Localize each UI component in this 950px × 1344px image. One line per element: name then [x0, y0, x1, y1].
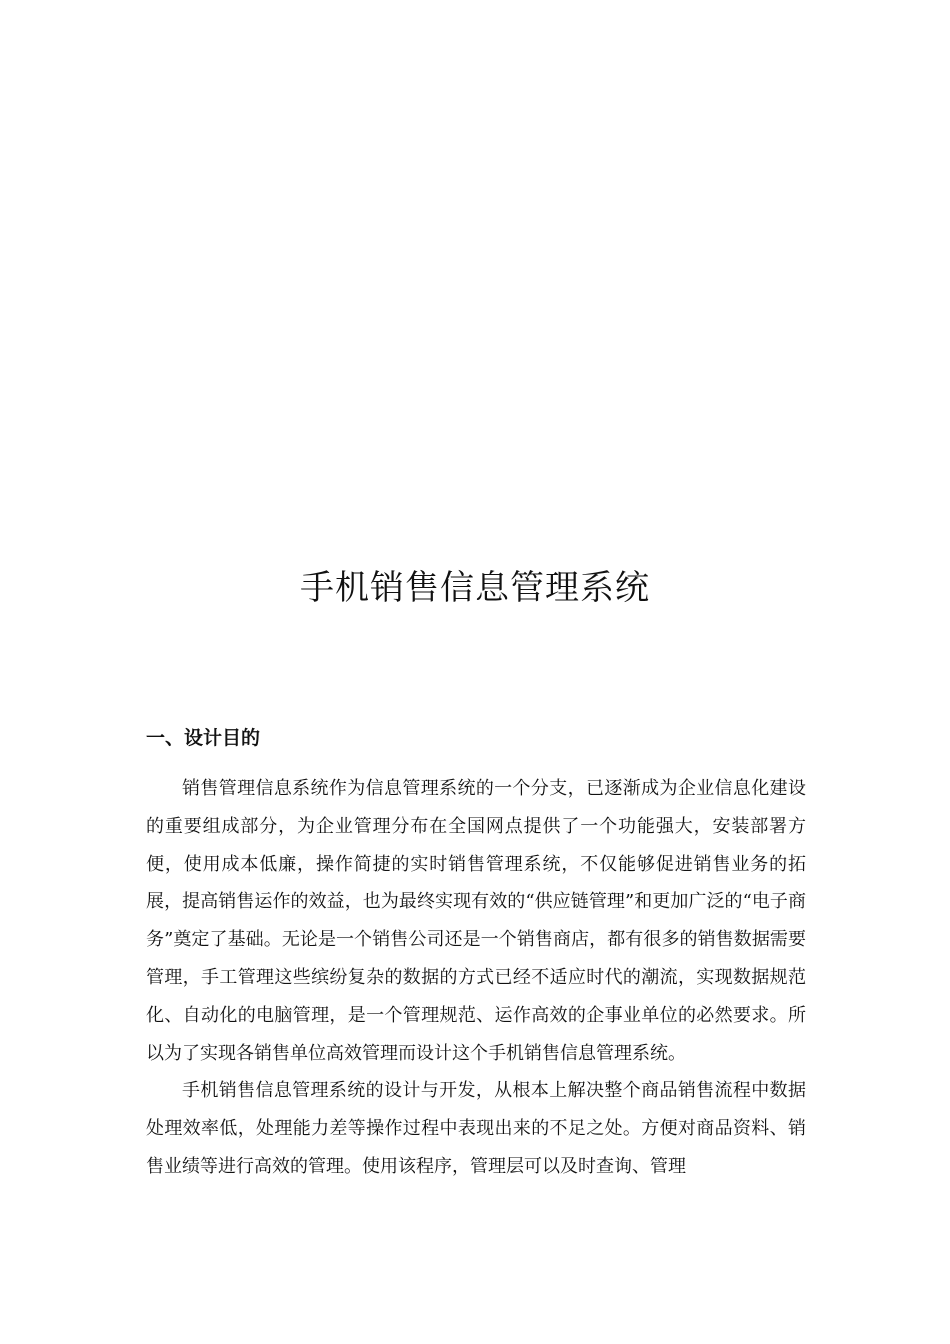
paragraph: 销售管理信息系统作为信息管理系统的一个分支，已逐渐成为企业信息化建设的重要组成部分，为企业管理分布在全国网点提供了一个功能强大，安装部署方便，使用成本低廉，操作简捷的实时销售管理系统，不仅能够促进销售业务的拓展，提高销售运作的效益，也为最终实现有效的“供应链管理”和更加广泛的“电子商务”奠定了基础。无论是一个销售公司还是一个销售商店，都有很多的销售数据需要管理，手工管理这些缤纷复杂的数据的方式已经不适应时代的潮流，实现数据规范化、自动化的电脑管理，是一个管理规范、运作高效的企事业单位的必然要求。所以为了实现各销售单位高效管理而设计这个手机销售信息管理系统。	[146, 778, 806, 1064]
document-title: 手机销售信息管理系统	[300, 568, 650, 608]
body-text	[146, 770, 806, 1186]
paragraph: 手机销售信息管理系统的设计与开发，从根本上解决整个商品销售流程中数据处理效率低，处理能力差等操作过程中表现出来的不足之处。方便对商品资料、销售业绩等进行高效的管理。使用该程序，管理层可以及时查询、管理	[146, 1080, 806, 1177]
section-heading: 一、设计目的	[146, 727, 261, 749]
